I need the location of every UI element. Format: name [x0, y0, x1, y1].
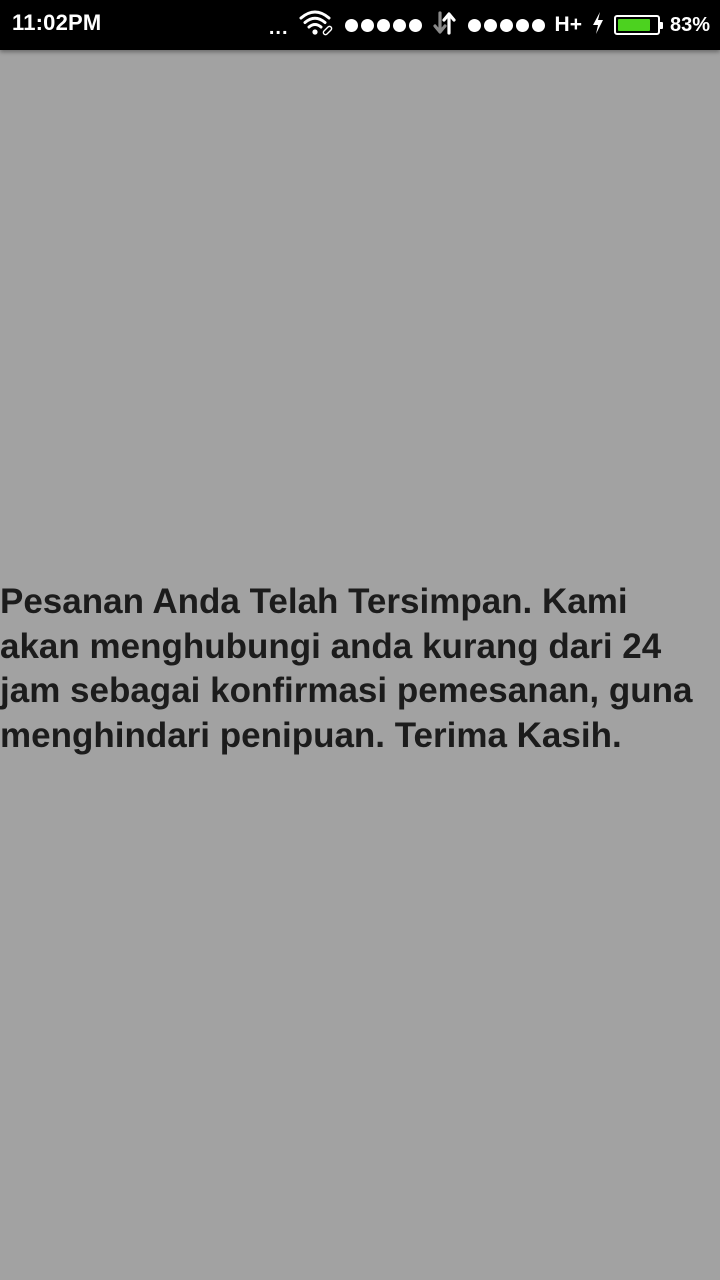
- status-icons: [269, 0, 710, 50]
- data-arrows-icon: [432, 9, 458, 42]
- signal-dot: [468, 19, 481, 32]
- signal-dot: [484, 19, 497, 32]
- signal-dot: [409, 19, 422, 32]
- signal-strength-sim2: [468, 19, 545, 32]
- status-time: 11:02PM: [12, 10, 102, 35]
- signal-dot: [516, 19, 529, 32]
- battery-percentage: 83%: [669, 13, 710, 36]
- signal-dot: [393, 19, 406, 32]
- more-notifications-indicator: ...: [268, 17, 289, 39]
- network-type: H+: [554, 13, 582, 36]
- wifi-icon: [299, 9, 335, 42]
- order-saved-message: Pesanan Anda Telah Tersimpan. Kami akan menghubungi anda kurang dari 24 jam sebagai konfirmasi pemesanan, guna menghindari penipuan. Terima Kasih.: [0, 582, 693, 755]
- charging-icon: [592, 11, 604, 40]
- signal-dot: [377, 19, 390, 32]
- battery-level-fill: [618, 19, 650, 31]
- status-bar: [0, 0, 720, 50]
- battery-icon: [614, 15, 660, 35]
- signal-dot: [500, 19, 513, 32]
- signal-dot: [345, 19, 358, 32]
- signal-strength-sim1: [345, 19, 422, 32]
- signal-dot: [532, 19, 545, 32]
- signal-dot: [361, 19, 374, 32]
